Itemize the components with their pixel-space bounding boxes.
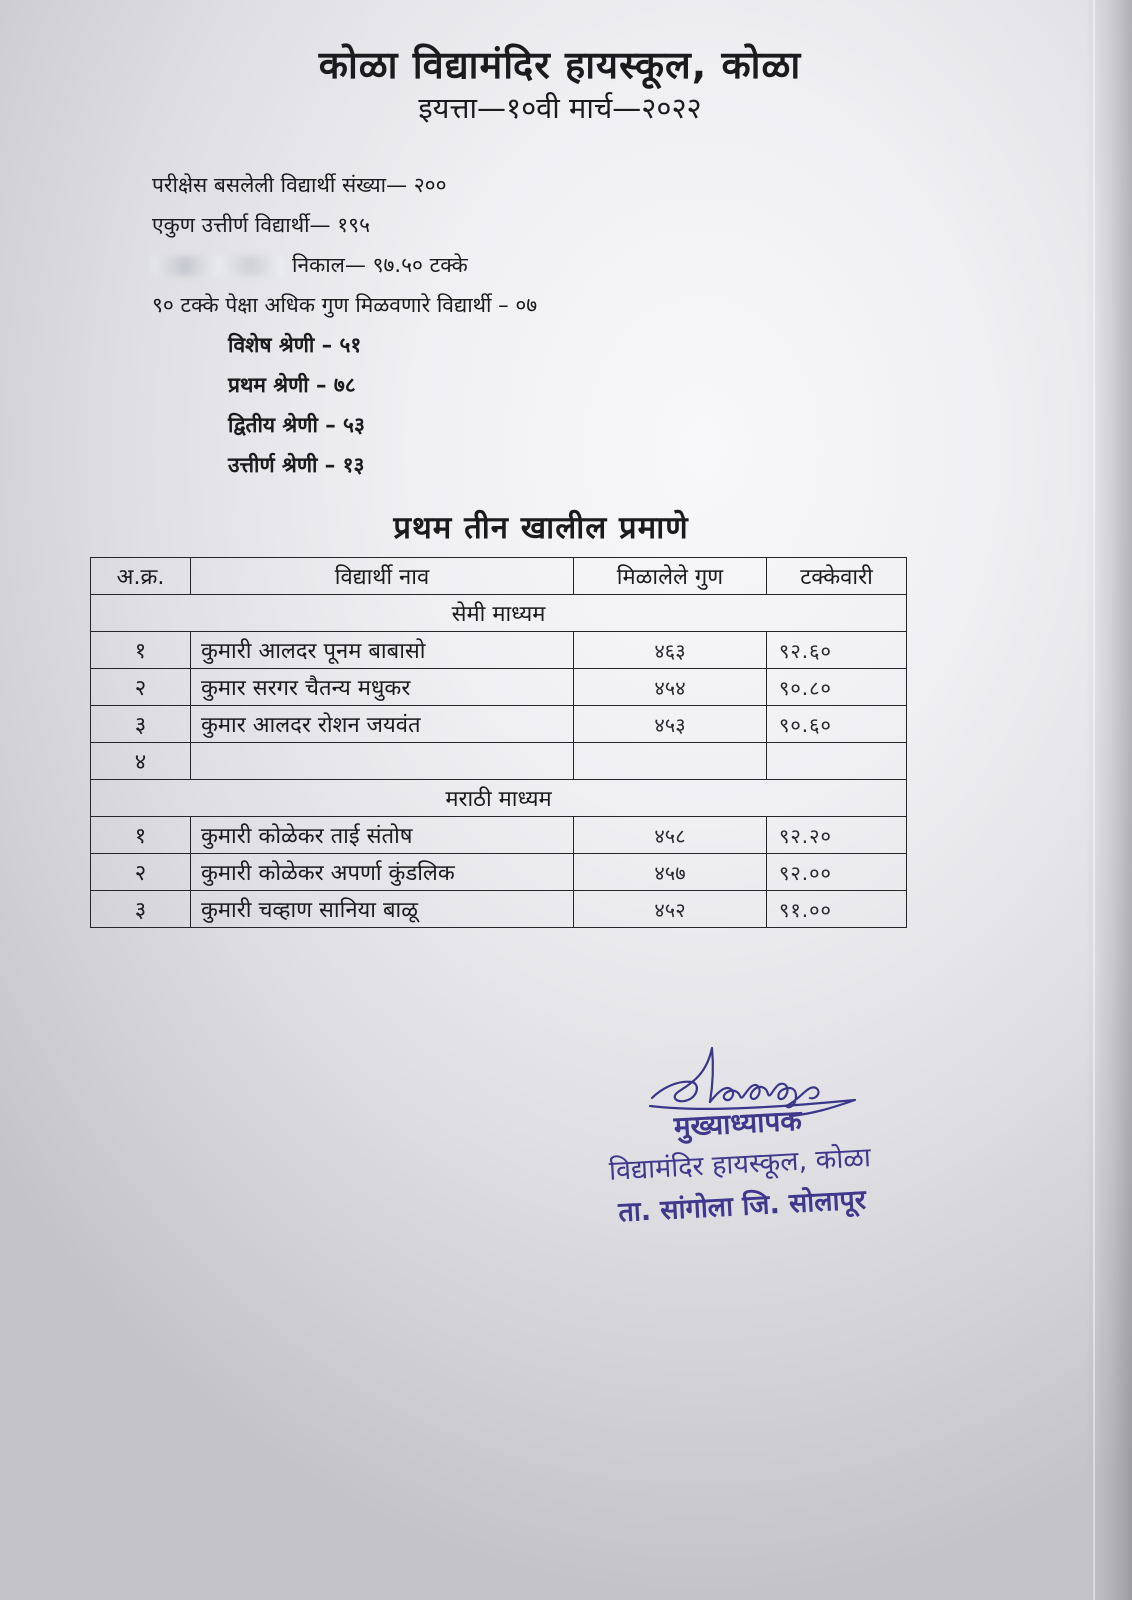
marks-cell: ४५३ bbox=[574, 706, 767, 743]
marks-cell: ४५८ bbox=[574, 817, 767, 854]
serial-cell: २ bbox=[91, 669, 191, 706]
summary-passed bbox=[152, 205, 872, 245]
serial-cell: २ bbox=[91, 854, 191, 891]
grade-label: उत्तीर्ण श्रेणी – bbox=[228, 453, 336, 477]
serial-cell: १ bbox=[91, 817, 191, 854]
summary-above-90 bbox=[152, 285, 872, 325]
student-name-cell: कुमारी कोळेकर अपर्णा कुंडलिक bbox=[191, 854, 574, 891]
column-header-serial: अ.क्र. bbox=[91, 558, 191, 595]
exam-subtitle: इयत्ता—१०वी मार्च—२०२२ bbox=[418, 91, 702, 125]
table-row bbox=[91, 891, 907, 928]
table-row bbox=[91, 706, 907, 743]
percent-cell: ९०.८० bbox=[767, 669, 907, 706]
percent-cell bbox=[767, 743, 907, 780]
summary-appeared-value: २०० bbox=[413, 173, 447, 197]
marks-cell: ४५४ bbox=[574, 669, 767, 706]
headmaster-stamp bbox=[557, 1095, 923, 1238]
marks-cell bbox=[574, 743, 767, 780]
grade-label: द्वितीय श्रेणी – bbox=[228, 413, 336, 437]
grade-line bbox=[152, 445, 872, 485]
summary-result-unit: टक्के bbox=[429, 253, 468, 277]
grade-label: विशेष श्रेणी – bbox=[228, 333, 333, 357]
marks-cell: ४५२ bbox=[574, 891, 767, 928]
student-name-cell: कुमारी कोळेकर ताई संतोष bbox=[191, 817, 574, 854]
stamp-school-name: विद्यामंदिर हायस्कूल, कोळा bbox=[608, 1142, 872, 1187]
medium-label: सेमी माध्यम bbox=[91, 595, 907, 632]
grade-value: ५१ bbox=[339, 333, 362, 357]
medium-label: मराठी माध्यम bbox=[91, 780, 907, 817]
stamp-address: ता. सांगोला जि. सोलापूर bbox=[617, 1184, 867, 1229]
serial-cell: ३ bbox=[91, 706, 191, 743]
summary-passed-value: १९५ bbox=[337, 213, 371, 237]
blurred-redaction bbox=[152, 256, 284, 276]
column-header-marks: मिळालेले गुण bbox=[574, 558, 767, 595]
table-header-row bbox=[91, 558, 907, 595]
summary-result-value: ९७.५० bbox=[372, 253, 423, 277]
grade-line bbox=[152, 365, 872, 405]
percent-cell: ९२.६० bbox=[767, 632, 907, 669]
toppers-heading: प्रथम तीन खालील प्रमाणे bbox=[393, 510, 689, 546]
student-name-cell: कुमार सरगर चैतन्य मधुकर bbox=[191, 669, 574, 706]
summary-result-label: निकाल— bbox=[292, 253, 366, 277]
student-name-cell: कुमारी आलदर पूनम बाबासो bbox=[191, 632, 574, 669]
grade-label: प्रथम श्रेणी – bbox=[228, 373, 327, 397]
school-title: कोळा विद्यामंदिर हायस्कूल, कोळा bbox=[318, 43, 802, 87]
summary-appeared-label: परीक्षेस बसलेली विद्यार्थी संख्या— bbox=[152, 173, 408, 197]
serial-cell: ४ bbox=[91, 743, 191, 780]
grade-value: १३ bbox=[342, 453, 365, 477]
marks-cell: ४५७ bbox=[574, 854, 767, 891]
table-row bbox=[91, 854, 907, 891]
toppers-table bbox=[90, 557, 907, 928]
column-header-percent: टक्केवारी bbox=[767, 558, 907, 595]
summary-appeared bbox=[152, 165, 872, 205]
percent-cell: ९२.०० bbox=[767, 854, 907, 891]
summary-passed-label: एकुण उत्तीर्ण विद्यार्थी— bbox=[152, 213, 331, 237]
serial-cell: ३ bbox=[91, 891, 191, 928]
medium-group-row bbox=[91, 780, 907, 817]
summary-result bbox=[152, 245, 872, 285]
percent-cell: ९०.६० bbox=[767, 706, 907, 743]
student-name-cell bbox=[191, 743, 574, 780]
grade-value: ५३ bbox=[343, 413, 365, 437]
grade-line bbox=[152, 325, 872, 365]
serial-cell: १ bbox=[91, 632, 191, 669]
stamp-designation: मुख्याध्यापक bbox=[672, 1103, 803, 1144]
percent-cell: ९१.०० bbox=[767, 891, 907, 928]
grade-line bbox=[152, 405, 872, 445]
table-row bbox=[91, 743, 907, 780]
result-summary bbox=[152, 165, 872, 485]
column-header-name: विद्यार्थी नाव bbox=[191, 558, 574, 595]
medium-group-row bbox=[91, 595, 907, 632]
student-name-cell: कुमारी चव्हाण सानिया बाळू bbox=[191, 891, 574, 928]
marks-cell: ४६३ bbox=[574, 632, 767, 669]
summary-above-90-label: ९० टक्के पेक्षा अधिक गुण मिळवणारे विद्यार्थी – bbox=[152, 293, 509, 317]
table-row bbox=[91, 669, 907, 706]
grade-value: ७८ bbox=[333, 373, 356, 397]
table-row bbox=[91, 632, 907, 669]
percent-cell: ९२.२० bbox=[767, 817, 907, 854]
paper-crease bbox=[1093, 0, 1095, 1600]
table-row bbox=[91, 817, 907, 854]
summary-above-90-value: ०७ bbox=[515, 293, 538, 317]
student-name-cell: कुमार आलदर रोशन जयवंत bbox=[191, 706, 574, 743]
